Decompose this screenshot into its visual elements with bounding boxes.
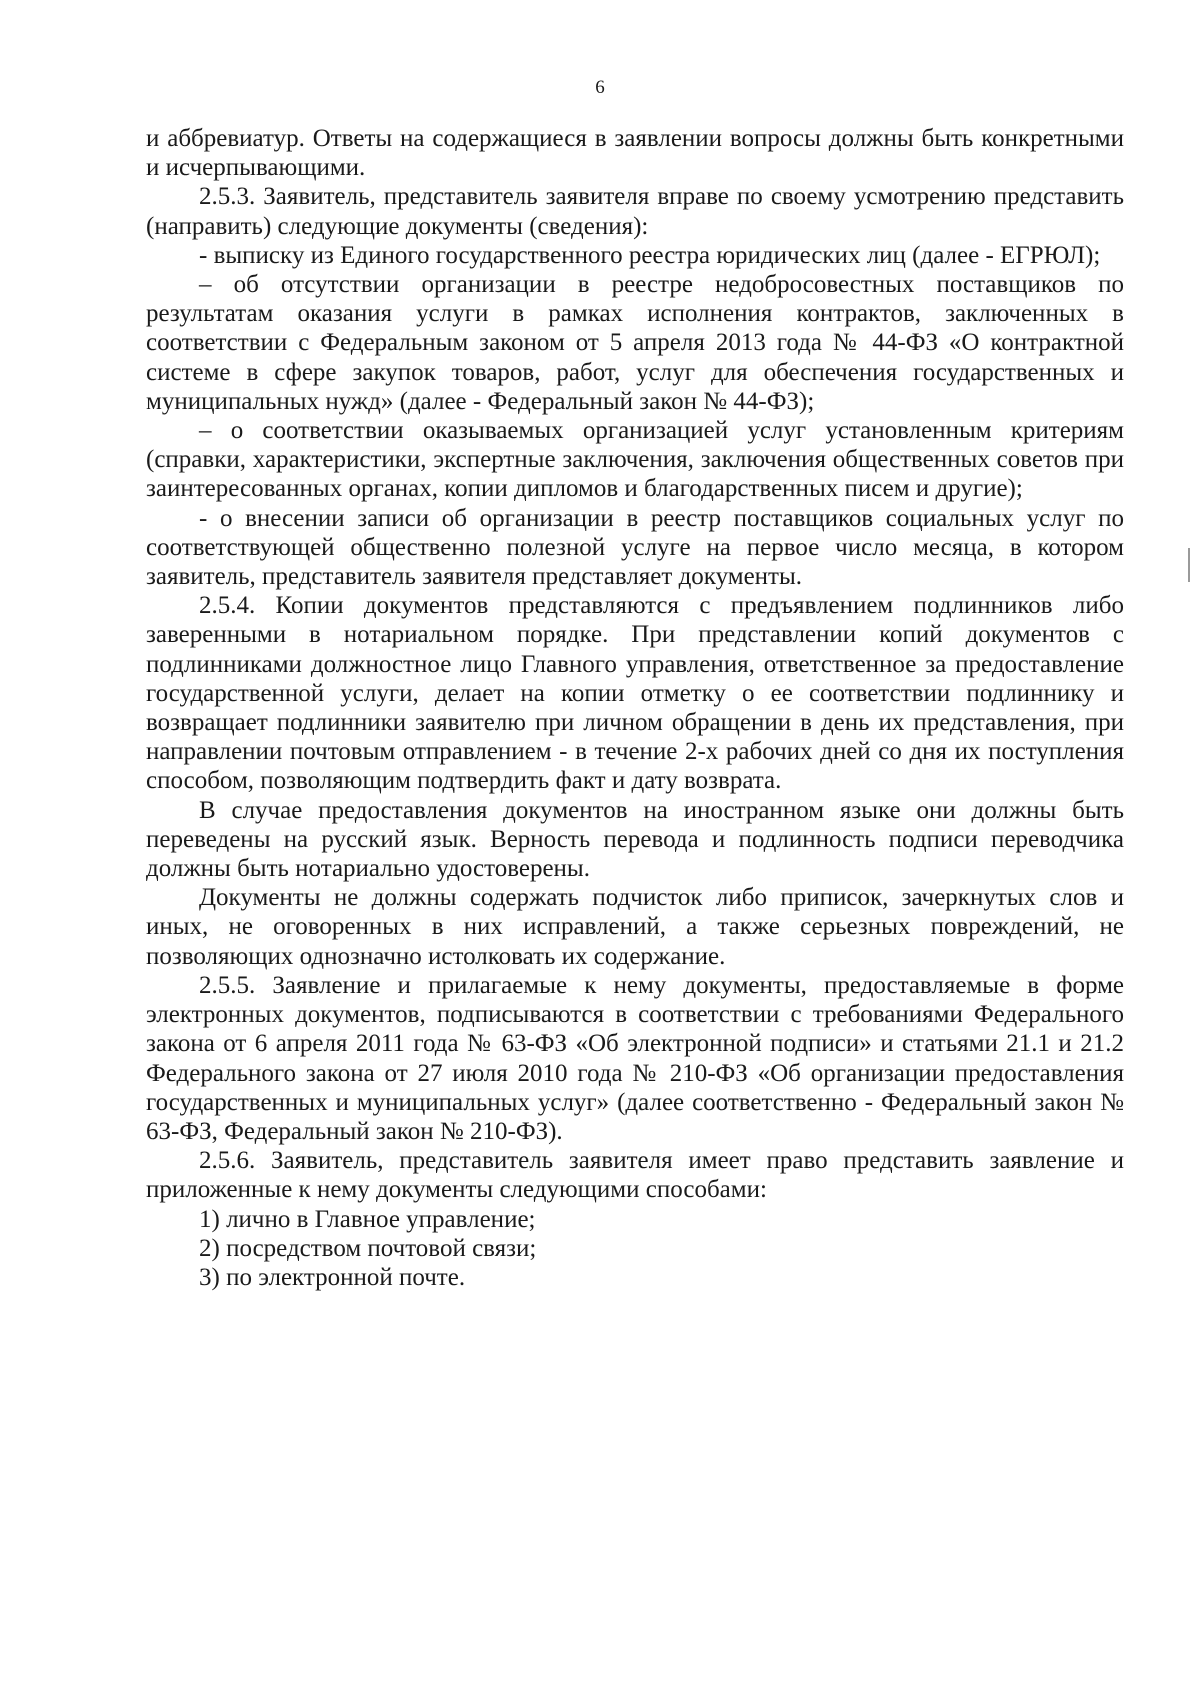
scan-margin-mark — [1188, 548, 1190, 582]
paragraph-egrul-extract: - выписку из Единого государственного реестра юридических лиц (далее - ЕГРЮЛ); — [199, 241, 1101, 269]
paragraph-continuation: и аббревиатур. Ответы на содержащиеся в заявлении вопросы должны быть конкретными и исчерпывающими. — [146, 125, 1124, 182]
paragraph-supplier-registry: - о внесении записи об организации в реестр поставщиков социальных услуг по соответствующей общественно полезной услуге на первое число месяца, в котором заявитель, представитель заявителя представляет документы. — [146, 504, 1124, 591]
paragraph-2-5-3: 2.5.3. Заявитель, представитель заявителя вправе по своему усмотрению представить (направить) следующие документы (сведения): — [146, 183, 1124, 240]
list-item-email: 3) по электронной почте. — [199, 1263, 466, 1291]
paragraph-2-5-4: 2.5.4. Копии документов представляются с предъявлением подлинников либо заверенными в нотариальном порядке. При представлении копий документов с подлинниками должностное лицо Главного управления, ответственное за предоставление государственной услуги, делает на копии отметку о ее соответствии подлиннику и возвращает подлинники заявителю при личном обращении в день их представления, при направлении почтовым отправлением - в течение 2-х рабочих дней со дня их поступления способом, позволяющим подтвердить факт и дату возврата. — [146, 592, 1124, 795]
paragraph-document-requirements: Документы не должны содержать подчисток либо приписок, зачеркнутых слов и иных, не оговоренных в них исправлений, а также серьезных повреждений, не позволяющих однозначно истолковать их содержание. — [146, 884, 1124, 970]
document-body — [146, 124, 1124, 1292]
list-item-in-person: 1) лично в Главное управление; — [199, 1205, 536, 1233]
paragraph-criteria-compliance: – о соответствии оказываемых организацией услуг установленным критериям (справки, характеристики, экспертные заключения, заключения общественных советов при заинтересованных органах, копии дипломов и благодарственных писем и другие); — [146, 417, 1124, 503]
paragraph-foreign-language: В случае предоставления документов на иностранном языке они должны быть переведены на русский язык. Верность перевода и подлинность подписи переводчика должны быть нотариально удостоверены. — [146, 796, 1124, 883]
page-number: 6 — [595, 77, 605, 98]
paragraph-unfair-suppliers: – об отсутствии организации в реестре недобросовестных поставщиков по результатам оказания услуги в рамках исполнения контрактов, заключенных в соответствии с Федеральным законом от 5 апреля 2013 года № 44-ФЗ «О контрактной системе в сфере закупок товаров, работ, услуг для обеспечения государственных и муниципальных нужд» (далее - Федеральный закон № 44-ФЗ); — [146, 271, 1124, 415]
paragraph-2-5-6: 2.5.6. Заявитель, представитель заявителя имеет право представить заявление и приложенные к нему документы следующими способами: — [146, 1147, 1124, 1204]
list-item-postal: 2) посредством почтовой связи; — [199, 1234, 537, 1262]
paragraph-2-5-5: 2.5.5. Заявление и прилагаемые к нему документы, предоставляемые в форме электронных документов, подписываются в соответствии с требованиями Федерального закона от 6 апреля 2011 года № 63-ФЗ «Об электронной подписи» и статьями 21.1 и 21.2 Федерального закона от 27 июля 2010 года № 210-ФЗ «Об организации предоставления государственных и муниципальных услуг» (далее соответственно - Федеральный закон № 63-ФЗ, Федеральный закон № 210-ФЗ). — [146, 971, 1124, 1145]
